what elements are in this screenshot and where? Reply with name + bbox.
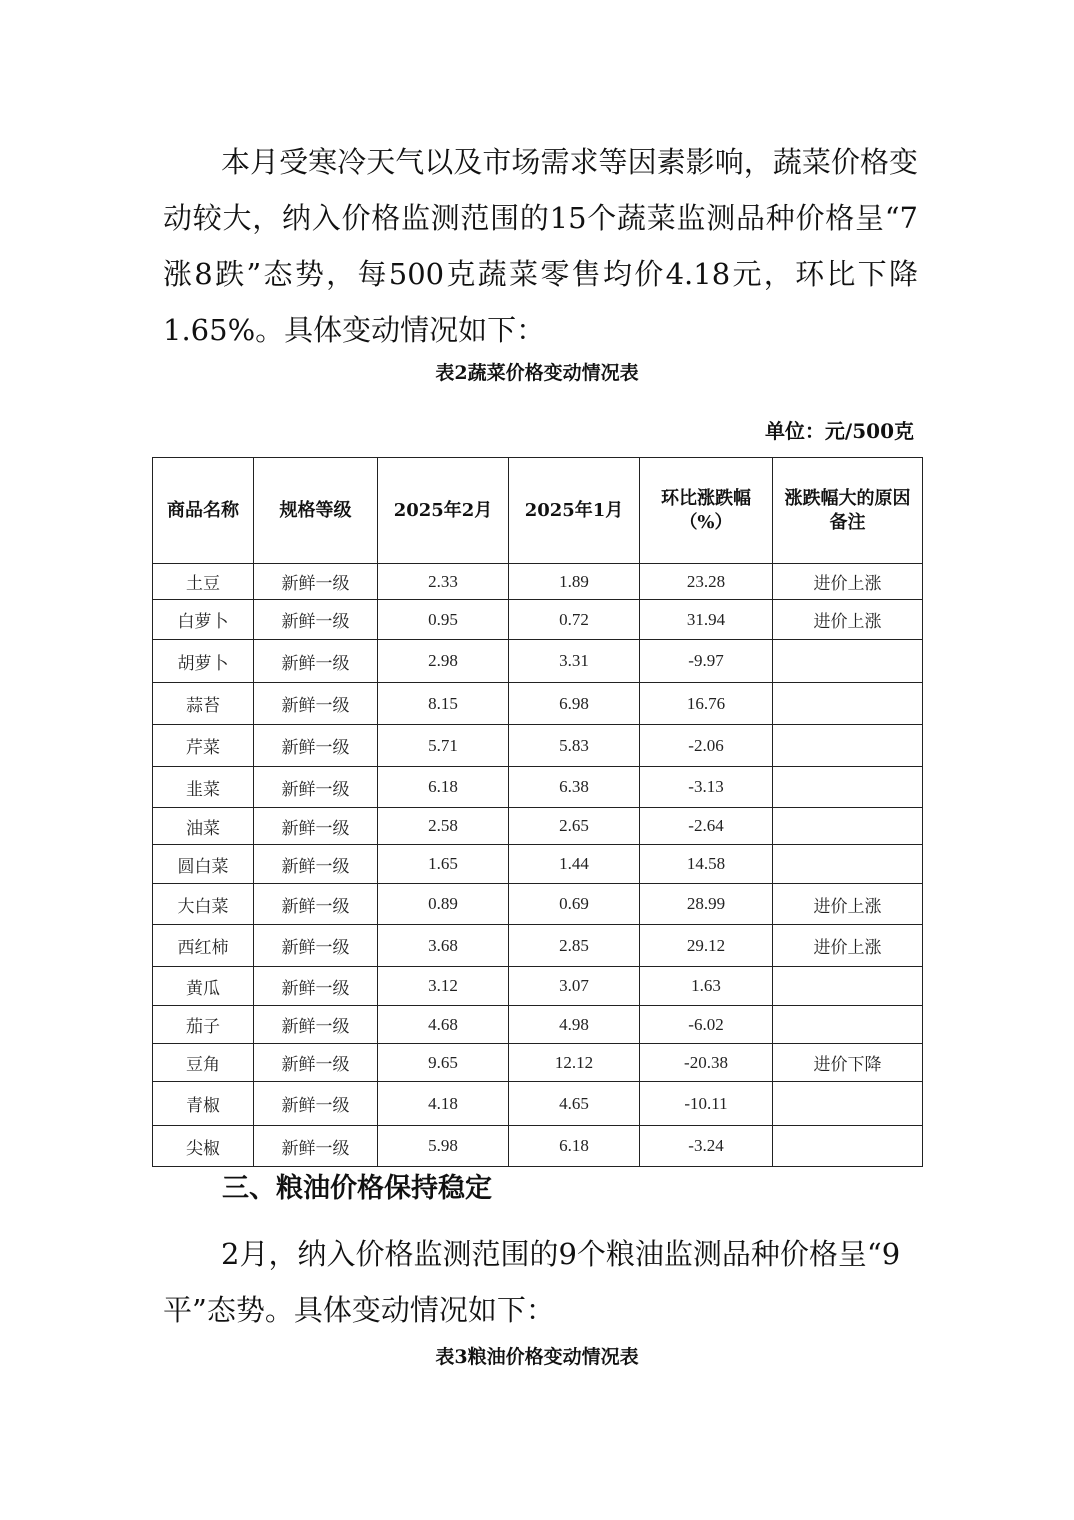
- cell-feb-price: 2.58: [378, 808, 509, 845]
- table-row: [153, 1044, 923, 1082]
- table-row: [153, 1082, 923, 1126]
- cell-jan-price: 0.72: [509, 600, 640, 640]
- cell-reason-note: 进价上涨: [773, 564, 923, 600]
- cell-reason-note: [773, 845, 923, 884]
- cell-jan-price: 3.31: [509, 640, 640, 683]
- cell-product-name: 韭菜: [153, 767, 254, 808]
- cell-grade: 新鲜一级: [254, 925, 378, 967]
- cell-feb-price: 0.95: [378, 600, 509, 640]
- cell-product-name: 白萝卜: [153, 600, 254, 640]
- cell-reason-note: [773, 1082, 923, 1126]
- cell-reason-note: [773, 808, 923, 845]
- table2-caption: 表2蔬菜价格变动情况表: [435, 362, 639, 384]
- cell-feb-price: 2.98: [378, 640, 509, 683]
- cell-feb-price: 4.18: [378, 1082, 509, 1126]
- cell-feb-price: 2.33: [378, 564, 509, 600]
- cell-reason-note: 进价下降: [773, 1044, 923, 1082]
- cell-jan-price: 0.69: [509, 884, 640, 925]
- cell-feb-price: 6.18: [378, 767, 509, 808]
- table-body: [153, 564, 923, 1167]
- cell-grade: 新鲜一级: [254, 725, 378, 767]
- table-row: [153, 564, 923, 600]
- cell-mom-change: -20.38: [640, 1044, 773, 1082]
- cell-grade: 新鲜一级: [254, 1082, 378, 1126]
- cell-jan-price: 2.85: [509, 925, 640, 967]
- cell-feb-price: 1.65: [378, 845, 509, 884]
- cell-grade: 新鲜一级: [254, 1044, 378, 1082]
- cell-grade: 新鲜一级: [254, 1006, 378, 1044]
- grain-oil-paragraph: 2月，纳入价格监测范围的9个粮油监测品种价格呈“9平”态势。具体变动情况如下：: [163, 1237, 901, 1327]
- cell-mom-change: -9.97: [640, 640, 773, 683]
- table3-caption: 表3粮油价格变动情况表: [435, 1346, 639, 1368]
- header-reason-note: 涨跌幅大的原因备注: [773, 458, 923, 564]
- cell-product-name: 尖椒: [153, 1126, 254, 1167]
- cell-product-name: 蒜苔: [153, 683, 254, 725]
- cell-product-name: 豆角: [153, 1044, 254, 1082]
- table-row: [153, 884, 923, 925]
- cell-mom-change: -3.24: [640, 1126, 773, 1167]
- cell-mom-change: 16.76: [640, 683, 773, 725]
- cell-mom-change: -6.02: [640, 1006, 773, 1044]
- cell-grade: 新鲜一级: [254, 683, 378, 725]
- cell-product-name: 土豆: [153, 564, 254, 600]
- table-row: [153, 640, 923, 683]
- table-row: [153, 808, 923, 845]
- cell-reason-note: 进价上涨: [773, 600, 923, 640]
- cell-feb-price: 9.65: [378, 1044, 509, 1082]
- cell-mom-change: 31.94: [640, 600, 773, 640]
- cell-product-name: 圆白菜: [153, 845, 254, 884]
- table2-unit: 单位：元/500克: [764, 419, 914, 443]
- table-row: [153, 845, 923, 884]
- cell-mom-change: 1.63: [640, 967, 773, 1006]
- cell-product-name: 大白菜: [153, 884, 254, 925]
- table-row: [153, 600, 923, 640]
- table-row: [153, 767, 923, 808]
- cell-reason-note: [773, 967, 923, 1006]
- cell-reason-note: [773, 767, 923, 808]
- table-row: [153, 683, 923, 725]
- cell-product-name: 茄子: [153, 1006, 254, 1044]
- cell-jan-price: 2.65: [509, 808, 640, 845]
- cell-grade: 新鲜一级: [254, 600, 378, 640]
- cell-feb-price: 3.12: [378, 967, 509, 1006]
- cell-feb-price: 5.98: [378, 1126, 509, 1167]
- header-mom-change: 环比涨跌幅（%）: [640, 458, 773, 564]
- cell-reason-note: [773, 1006, 923, 1044]
- cell-grade: 新鲜一级: [254, 767, 378, 808]
- table-row: [153, 725, 923, 767]
- cell-reason-note: [773, 683, 923, 725]
- cell-feb-price: 8.15: [378, 683, 509, 725]
- vegetable-price-table: [152, 457, 923, 1167]
- cell-jan-price: 6.18: [509, 1126, 640, 1167]
- cell-product-name: 青椒: [153, 1082, 254, 1126]
- cell-feb-price: 5.71: [378, 725, 509, 767]
- header-grade: 规格等级: [254, 458, 378, 564]
- cell-feb-price: 4.68: [378, 1006, 509, 1044]
- cell-mom-change: -3.13: [640, 767, 773, 808]
- table-row: [153, 1006, 923, 1044]
- cell-jan-price: 12.12: [509, 1044, 640, 1082]
- table-row: [153, 925, 923, 967]
- cell-grade: 新鲜一级: [254, 1126, 378, 1167]
- cell-feb-price: 0.89: [378, 884, 509, 925]
- cell-grade: 新鲜一级: [254, 640, 378, 683]
- table-row: [153, 967, 923, 1006]
- cell-grade: 新鲜一级: [254, 808, 378, 845]
- intro-paragraph: 本月受寒冷天气以及市场需求等因素影响，蔬菜价格变动较大，纳入价格监测范围的15个蔬菜监测品种价格呈“7涨8跌”态势，每500克蔬菜零售均价4.18元，环比下降1.65%。具体变动情况如下：: [163, 145, 918, 347]
- cell-mom-change: 23.28: [640, 564, 773, 600]
- cell-product-name: 芹菜: [153, 725, 254, 767]
- cell-jan-price: 4.65: [509, 1082, 640, 1126]
- cell-jan-price: 1.44: [509, 845, 640, 884]
- cell-jan-price: 1.89: [509, 564, 640, 600]
- cell-mom-change: -10.11: [640, 1082, 773, 1126]
- cell-mom-change: 28.99: [640, 884, 773, 925]
- cell-grade: 新鲜一级: [254, 967, 378, 1006]
- cell-jan-price: 5.83: [509, 725, 640, 767]
- cell-jan-price: 6.38: [509, 767, 640, 808]
- cell-mom-change: -2.64: [640, 808, 773, 845]
- header-feb-2025: 2025年2月: [378, 458, 509, 564]
- cell-reason-note: [773, 640, 923, 683]
- cell-reason-note: 进价上涨: [773, 925, 923, 967]
- section-heading: 三、粮油价格保持稳定: [222, 1173, 492, 1204]
- cell-product-name: 西红柿: [153, 925, 254, 967]
- cell-product-name: 黄瓜: [153, 967, 254, 1006]
- cell-jan-price: 6.98: [509, 683, 640, 725]
- cell-product-name: 油菜: [153, 808, 254, 845]
- cell-mom-change: 29.12: [640, 925, 773, 967]
- cell-reason-note: [773, 725, 923, 767]
- table-row: [153, 1126, 923, 1167]
- header-product-name: 商品名称: [153, 458, 254, 564]
- header-jan-2025: 2025年1月: [509, 458, 640, 564]
- table-header-row: [153, 458, 923, 564]
- cell-jan-price: 4.98: [509, 1006, 640, 1044]
- cell-mom-change: -2.06: [640, 725, 773, 767]
- cell-grade: 新鲜一级: [254, 845, 378, 884]
- cell-grade: 新鲜一级: [254, 884, 378, 925]
- cell-feb-price: 3.68: [378, 925, 509, 967]
- cell-mom-change: 14.58: [640, 845, 773, 884]
- cell-grade: 新鲜一级: [254, 564, 378, 600]
- cell-reason-note: [773, 1126, 923, 1167]
- cell-product-name: 胡萝卜: [153, 640, 254, 683]
- cell-reason-note: 进价上涨: [773, 884, 923, 925]
- cell-jan-price: 3.07: [509, 967, 640, 1006]
